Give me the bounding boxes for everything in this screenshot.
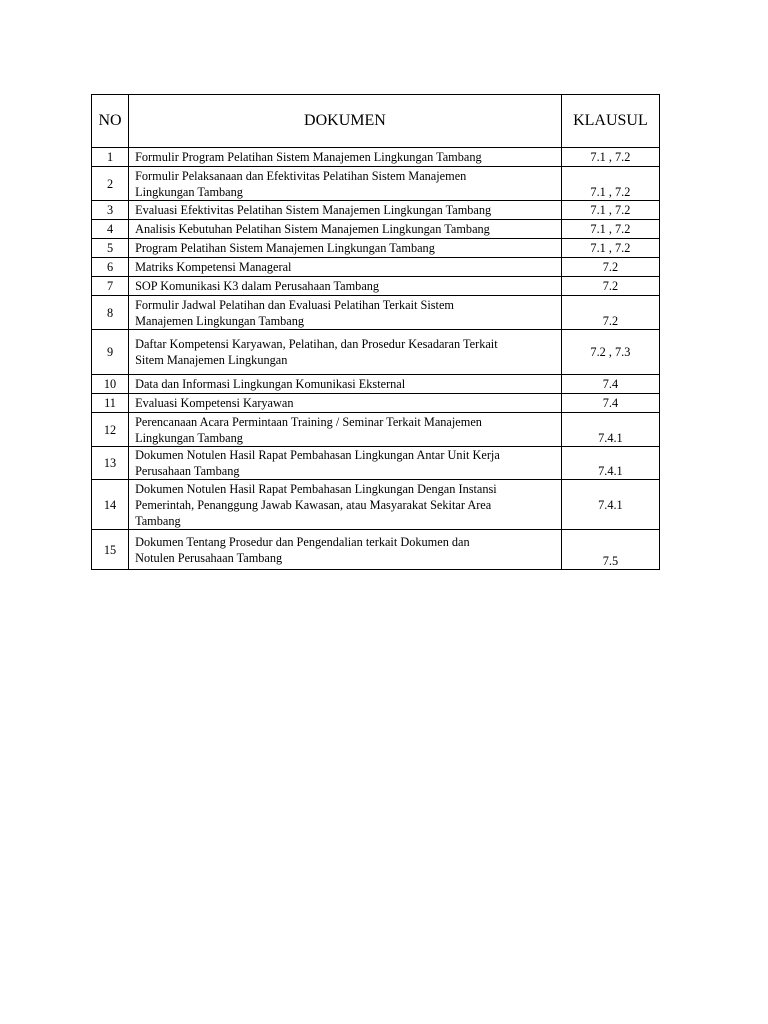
table-row — [92, 220, 660, 239]
row-number: 15 — [92, 530, 129, 570]
document-name: SOP Komunikasi K3 dalam Perusahaan Tambang — [129, 277, 562, 296]
table-row — [92, 239, 660, 258]
header-row — [92, 95, 660, 148]
row-number: 5 — [92, 239, 129, 258]
document-name: Evaluasi Kompetensi Karyawan — [129, 394, 562, 413]
table-row — [92, 167, 660, 201]
clause-value: 7.1 , 7.2 — [561, 167, 659, 201]
row-number: 9 — [92, 330, 129, 375]
clause-value: 7.2 , 7.3 — [561, 330, 659, 375]
row-number: 1 — [92, 148, 129, 167]
clause-value: 7.2 — [561, 258, 659, 277]
header-no: NO — [92, 95, 129, 148]
table-row — [92, 413, 660, 447]
table-row — [92, 201, 660, 220]
document-name: Dokumen Tentang Prosedur dan Pengendalian terkait Dokumen dan Notulen Perusahaan Tambang — [129, 530, 562, 570]
document-name: Dokumen Notulen Hasil Rapat Pembahasan Lingkungan Antar Unit Kerja Perusahaan Tambang — [129, 447, 562, 480]
row-number: 4 — [92, 220, 129, 239]
row-number: 3 — [92, 201, 129, 220]
document-table — [91, 94, 660, 570]
row-number: 14 — [92, 480, 129, 530]
document-name: Perencanaan Acara Permintaan Training / Seminar Terkait Manajemen Lingkungan Tambang — [129, 413, 562, 447]
clause-value: 7.5 — [561, 530, 659, 570]
clause-value: 7.4.1 — [561, 447, 659, 480]
document-name: Formulir Program Pelatihan Sistem Manajemen Lingkungan Tambang — [129, 148, 562, 167]
table-row — [92, 480, 660, 530]
table-row — [92, 530, 660, 570]
clause-value: 7.4.1 — [561, 480, 659, 530]
table-row — [92, 277, 660, 296]
table-row — [92, 447, 660, 480]
row-number: 10 — [92, 375, 129, 394]
header-klausul: KLAUSUL — [561, 95, 659, 148]
clause-value: 7.1 , 7.2 — [561, 201, 659, 220]
document-name: Data dan Informasi Lingkungan Komunikasi Eksternal — [129, 375, 562, 394]
row-number: 11 — [92, 394, 129, 413]
row-number: 7 — [92, 277, 129, 296]
table-row — [92, 394, 660, 413]
clause-value: 7.1 , 7.2 — [561, 148, 659, 167]
clause-value: 7.1 , 7.2 — [561, 220, 659, 239]
document-name: Matriks Kompetensi Manageral — [129, 258, 562, 277]
document-name: Program Pelatihan Sistem Manajemen Lingkungan Tambang — [129, 239, 562, 258]
document-name: Evaluasi Efektivitas Pelatihan Sistem Manajemen Lingkungan Tambang — [129, 201, 562, 220]
document-name: Formulir Jadwal Pelatihan dan Evaluasi Pelatihan Terkait Sistem Manajemen Lingkungan Tambang — [129, 296, 562, 330]
document-name: Analisis Kebutuhan Pelatihan Sistem Manajemen Lingkungan Tambang — [129, 220, 562, 239]
clause-value: 7.2 — [561, 296, 659, 330]
table-row — [92, 258, 660, 277]
row-number: 12 — [92, 413, 129, 447]
table-row — [92, 148, 660, 167]
clause-value: 7.4.1 — [561, 413, 659, 447]
header-dokumen: DOKUMEN — [129, 95, 562, 148]
table-body — [92, 148, 660, 570]
document-name: Daftar Kompetensi Karyawan, Pelatihan, dan Prosedur Kesadaran Terkait Sitem Manajemen Lingkungan — [129, 330, 562, 375]
clause-value: 7.1 , 7.2 — [561, 239, 659, 258]
table-row — [92, 375, 660, 394]
table-header — [92, 95, 660, 148]
row-number: 2 — [92, 167, 129, 201]
row-number: 13 — [92, 447, 129, 480]
clause-value: 7.4 — [561, 375, 659, 394]
table-row — [92, 296, 660, 330]
document-name: Formulir Pelaksanaan dan Efektivitas Pelatihan Sistem Manajemen Lingkungan Tambang — [129, 167, 562, 201]
table-row — [92, 330, 660, 375]
document-name: Dokumen Notulen Hasil Rapat Pembahasan Lingkungan Dengan Instansi Pemerintah, Penanggung Jawab Kawasan, atau Masyarakat Sekitar Area Tambang — [129, 480, 562, 530]
row-number: 6 — [92, 258, 129, 277]
clause-value: 7.2 — [561, 277, 659, 296]
row-number: 8 — [92, 296, 129, 330]
clause-value: 7.4 — [561, 394, 659, 413]
